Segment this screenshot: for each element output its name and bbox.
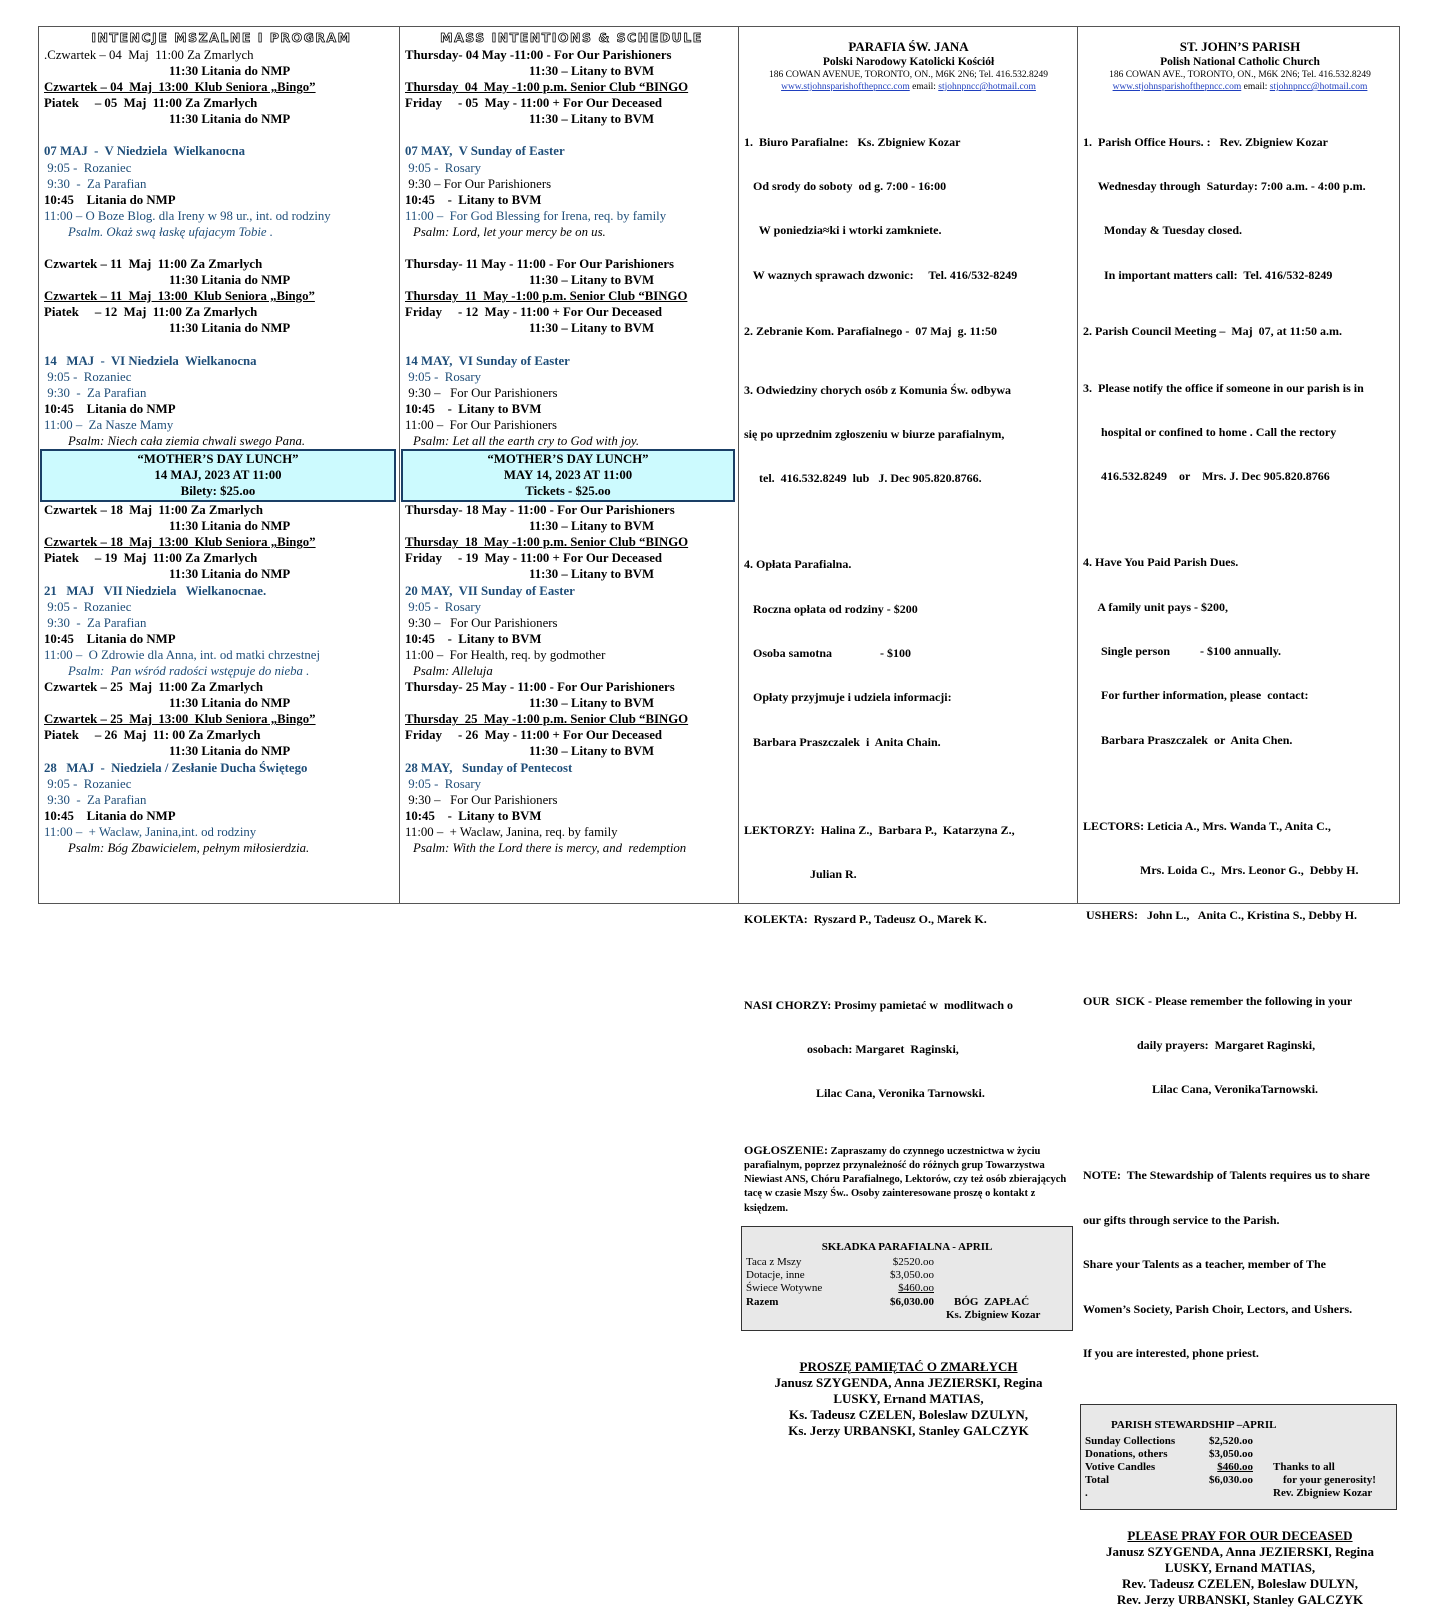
notice-line: Barbara Praszczalek or Anita Chen. xyxy=(1083,732,1293,747)
cell: $460.oo xyxy=(1217,1460,1253,1473)
schedule-line: 11:30 – Litany to BVM xyxy=(529,696,655,711)
notice-parish-dues xyxy=(1083,526,1397,778)
notice-line: LEKTORZY: Halina Z., Barbara P., Katarzyna Z., xyxy=(744,822,1015,837)
cell xyxy=(1195,1487,1253,1500)
schedule-line: Czwartek – 25 Maj 11:00 Za Zmarlych xyxy=(44,680,263,695)
notice-line: osobach: Margaret Raginski, xyxy=(744,1042,959,1057)
deceased-line: Rev. Jerzy URBANSKI, Stanley GALCZYK xyxy=(1116,1591,1364,1607)
schedule-line: Piatek – 12 Maj 11:00 Za Zmarlych xyxy=(44,305,258,320)
notice-sick xyxy=(1083,964,1397,1127)
notice-sick xyxy=(744,968,1073,1131)
schedule-line: 11:30 Litania do NMP xyxy=(169,696,291,711)
cell: $6,030.00 xyxy=(890,1295,934,1308)
notice-line: Mrs. Loida C., Mrs. Leonor G., Debby H. xyxy=(1083,863,1359,878)
schedule-line: 11:00 – + Waclaw, Janina,int. od rodziny xyxy=(44,824,257,839)
psalm-line: Psalm: Let all the earth cry to God with joy. xyxy=(413,433,640,448)
notice-line: If you are interested, phone priest. xyxy=(1083,1345,1259,1360)
psalm-line: Psalm: Pan wśród radości wstępuje do nieba . xyxy=(68,664,310,678)
notice-line: się po uprzednim zgłoszeniu w biurze parafialnym, xyxy=(744,426,1005,441)
deceased-title: PROSZĘ PAMIĘTAĆ O ZMARŁYCH xyxy=(799,1359,1018,1375)
cell: $2,520.oo xyxy=(1209,1434,1253,1447)
cell: $3,050.oo xyxy=(1209,1447,1253,1460)
deceased-section xyxy=(744,1359,1073,1439)
english-schedule-column xyxy=(400,27,739,903)
schedule-line: 9:05 - Rosary xyxy=(405,776,482,791)
table-row xyxy=(1085,1448,1392,1461)
schedule-line: Piatek – 19 Maj 11:00 Za Zmarlych xyxy=(44,551,258,566)
notice-line: Opłaty przyjmuje i udziela informacji: xyxy=(744,690,952,705)
notice-office-hours xyxy=(744,105,1073,312)
schedule-line: 11:30 – Litany to BVM xyxy=(529,273,655,288)
box-line: MAY 14, 2023 AT 11:00 xyxy=(503,468,633,483)
schedule-line: 11:30 Litania do NMP xyxy=(169,519,291,534)
box-line: “MOTHER’S DAY LUNCH” xyxy=(137,452,299,467)
cell xyxy=(746,1309,856,1322)
cell: Ks. Zbigniew Kozar xyxy=(946,1308,1041,1321)
table-row xyxy=(1085,1474,1392,1487)
cell: . xyxy=(1085,1487,1088,1500)
notice-line: KOLEKTA: Ryszard P., Tadeusz O., Marek K. xyxy=(744,911,987,926)
schedule-line: 9:05 - Rozaniec xyxy=(44,160,132,175)
schedule-line: 9:30 – For Our Parishioners xyxy=(405,615,558,630)
notice-line: Lilac Cana, Veronika Tarnowski. xyxy=(744,1086,985,1101)
email-label: email: xyxy=(909,82,939,92)
schedule-line: 9:05 - Rosary xyxy=(405,369,482,384)
notice-line: NOTE: The Stewardship of Talents requires us to share xyxy=(1083,1168,1370,1183)
notice-line: W waznych sprawach dzwonic: Tel. 416/532-8249 xyxy=(744,267,1018,282)
email-link[interactable]: stjohnpncc@hotmail.com xyxy=(938,82,1036,92)
email-link[interactable]: stjohnpncc@hotmail.com xyxy=(1269,82,1368,92)
schedule-line: Thursday 18 May -1:00 p.m. Senior Club “BINGO xyxy=(405,535,689,550)
schedule-line: 10:45 Litania do NMP xyxy=(44,808,176,823)
notice-line: NASI CHORZY: Prosimy pamietać w modlitwach o xyxy=(744,997,1013,1012)
cell: Razem xyxy=(746,1295,779,1308)
notice-line: In important matters call: Tel. 416/532-8249 xyxy=(1083,267,1333,282)
notice-line: Julian R. xyxy=(744,867,857,882)
announcement-text: Zapraszamy do czynnego uczestnictwa w życiu parafialnym, poprzez przynależność do różnych grup Towarzystwa Niewiast ANS, Chóru Parafialnego, Lektorów, czy też osób zbierających tacę w czasie Mszy Św.. Osoby zainteresowane proszę o kontakt z księdzem. xyxy=(744,1145,1067,1214)
schedule-line: 9:05 - Rosary xyxy=(405,599,482,614)
cell: Donations, others xyxy=(1085,1447,1168,1460)
parish-title: ST. JOHN’S PARISH xyxy=(1179,39,1301,54)
schedule-line: 11:30 – Litany to BVM xyxy=(529,321,655,336)
schedule-line: 11:30 Litania do NMP xyxy=(169,112,291,127)
schedule-line: 11:30 – Litany to BVM xyxy=(529,112,655,127)
sunday-heading: 14 MAY, VI Sunday of Easter xyxy=(405,353,570,368)
schedule-line: 9:30 - Za Parafian xyxy=(44,176,147,191)
notice-line: 4. Opłata Parafialna. xyxy=(744,557,852,572)
schedule-line: 11:00 – + Waclaw, Janina, req. by family xyxy=(405,824,618,839)
notice-line: 416.532.8249 or Mrs. J. Dec 905.820.8766 xyxy=(1083,469,1330,484)
english-notices-column xyxy=(1078,27,1401,1607)
schedule-line: Piatek – 05 Maj 11:00 Za Zmarlych xyxy=(44,96,258,111)
schedule-line: Thursday 11 May -1:00 p.m. Senior Club “BINGO xyxy=(405,289,688,304)
parish-address: 186 COWAN AVE., TORONTO, ON., M6K 2N6; Tel. 416.532.8249 xyxy=(1109,70,1371,80)
schedule-line: Czwartek – 04 Maj 13:00 Klub Seniora „Bingo” xyxy=(44,80,316,95)
notice-line: 4. Have You Paid Parish Dues. xyxy=(1083,555,1239,570)
schedule-line: 11:30 – Litany to BVM xyxy=(529,519,655,534)
cell: $6,030.oo xyxy=(1209,1474,1253,1487)
notice-line: LECTORS: Leticia A., Mrs. Wanda T., Anita C., xyxy=(1083,818,1331,833)
deceased-line: Ks. Jerzy URBANSKI, Stanley GALCZYK xyxy=(788,1423,1029,1439)
deceased-section xyxy=(1083,1528,1397,1608)
parish-address: 186 COWAN AVENUE, TORONTO, ON., M6K 2N6; Tel. 416.532.8249 xyxy=(769,70,1048,80)
psalm-line: Psalm: Alleluja xyxy=(413,664,493,678)
notice-line: 1. Parish Office Hours. : Rev. Zbigniew Kozar xyxy=(1083,134,1328,149)
schedule-line: 10:45 Litania do NMP xyxy=(44,192,176,207)
schedule-line: 9:05 - Rosary xyxy=(405,160,482,175)
notice-parish-dues xyxy=(744,528,1073,780)
schedule-line: 11:30 – Litany to BVM xyxy=(529,64,655,79)
notice-announcement xyxy=(744,1143,1073,1216)
table-row xyxy=(1085,1435,1392,1448)
cell: Votive Candles xyxy=(1085,1460,1156,1473)
psalm-line: Psalm. Okaż swą łaskę ufajacym Tobie . xyxy=(68,224,273,239)
polish-notices-column xyxy=(739,27,1078,1439)
notice-line: our gifts through service to the Parish. xyxy=(1083,1212,1280,1227)
sunday-heading: 28 MAY, Sunday of Pentecost xyxy=(405,760,573,775)
schedule-line: 11:30 Litania do NMP xyxy=(169,744,291,759)
schedule-line: Friday - 05 May - 11:00 + For Our Deceased xyxy=(405,96,663,111)
notice-line: 3. Please notify the office if someone in our parish is in xyxy=(1083,380,1364,395)
schedule-line: 11:30 Litania do NMP xyxy=(169,273,291,288)
schedule-line: 11:30 Litania do NMP xyxy=(169,321,291,336)
mothers-day-lunch-box xyxy=(40,449,396,502)
schedule-line: 11:00 – O Zdrowie dla Anna, int. od matki chrzestnej xyxy=(44,647,321,662)
deceased-line: Rev. Tadeusz CZELEN, Boleslaw DULYN, xyxy=(1121,1575,1359,1591)
deceased-title: PLEASE PRAY FOR OUR DECEASED xyxy=(1127,1527,1353,1543)
notice-line: Monday & Tuesday closed. xyxy=(1083,223,1243,238)
notice-line: For further information, please contact: xyxy=(1083,688,1309,703)
email-label: email: xyxy=(1241,82,1270,92)
parish-title: PARAFIA ŚW. JANA xyxy=(848,39,969,54)
schedule-line: Czwartek – 11 Maj 13:00 Klub Seniora „Bingo” xyxy=(44,289,315,304)
collection-table xyxy=(741,1226,1073,1331)
notice-lectors xyxy=(744,793,1073,956)
deceased-line: Janusz SZYGENDA, Anna JEZIERSKI, Regina xyxy=(1105,1543,1375,1559)
notice-lectors xyxy=(1083,789,1397,952)
schedule-line: Friday - 19 May - 11:00 + For Our Deceased xyxy=(405,551,663,566)
notice-line: 3. Odwiedziny chorych osób z Komunia Św. odbywa xyxy=(744,382,1012,397)
schedule-line: 11:00 – For Our Parishioners xyxy=(405,417,558,432)
notice-line: Single person - $100 annually. xyxy=(1083,644,1282,659)
announcement-label: OGŁOSZENIE: xyxy=(744,1142,829,1157)
table-title: PARISH STEWARDSHIP –APRIL xyxy=(1111,1419,1277,1432)
notice-line: Barbara Praszczalek i Anita Chain. xyxy=(744,734,941,749)
schedule-line: 10:45 - Litany to BVM xyxy=(405,808,542,823)
notice-sick-visits xyxy=(1083,351,1397,514)
schedule-line: 9:30 – For Our Parishioners xyxy=(405,176,552,191)
notice-line: A family unit pays - $200, xyxy=(1083,599,1229,614)
schedule-line: 9:30 - Za Parafian xyxy=(44,792,147,807)
parish-contacts xyxy=(744,81,1073,93)
notice-line: daily prayers: Margaret Raginski, xyxy=(1083,1038,1316,1053)
cell: $2520.oo xyxy=(892,1256,934,1269)
website-link[interactable]: www.stjohnsparishofthepncc.com xyxy=(1112,82,1242,92)
schedule-line: Czwartek – 25 Maj 13:00 Klub Seniora „Bingo” xyxy=(44,712,316,727)
schedule-line: 10:45 - Litany to BVM xyxy=(405,192,542,207)
notice-office-hours xyxy=(1083,105,1397,312)
cell: Total xyxy=(1085,1474,1110,1487)
cell: BÓG ZAPŁAĆ xyxy=(954,1295,1030,1308)
sunday-heading: 14 MAJ - VI Niedziela Wielkanocna xyxy=(44,353,257,368)
notice-line: hospital or confined to home . Call the rectory xyxy=(1083,424,1337,439)
english-schedule-header: MASS INTENTIONS & SCHEDULE xyxy=(440,30,703,45)
sunday-heading: 20 MAY, VII Sunday of Easter xyxy=(405,583,575,598)
table-row xyxy=(746,1309,1068,1322)
notice-line: Osoba samotna - $100 xyxy=(744,646,912,661)
table-title: SKŁADKA PARAFIALNA - APRIL xyxy=(821,1240,993,1253)
website-link[interactable]: www.stjohnsparishofthepncc.com xyxy=(781,82,910,92)
table-row xyxy=(1085,1487,1392,1500)
deceased-line: Ks. Tadeusz CZELEN, Boleslaw DZULYN, xyxy=(789,1407,1028,1423)
notice-line: Share your Talents as a teacher, member of The xyxy=(1083,1257,1327,1272)
schedule-line: Czwartek – 18 Maj 13:00 Klub Seniora „Bingo” xyxy=(44,535,316,550)
deceased-line: LUSKY, Ernand MATIAS, xyxy=(833,1391,984,1407)
sunday-heading: 07 MAJ - V Niedziela Wielkanocna xyxy=(44,144,245,159)
schedule-line: 11:30 Litania do NMP xyxy=(169,64,291,79)
schedule-line: Thursday 25 May -1:00 p.m. Senior Club “BINGO xyxy=(405,712,689,727)
schedule-line xyxy=(405,47,738,63)
cell: Dotacje, inne xyxy=(746,1269,805,1282)
deceased-line: LUSKY, Ernand MATIAS, xyxy=(1164,1559,1316,1575)
cell: Rev. Zbigniew Kozar xyxy=(1273,1487,1373,1500)
parish-contacts xyxy=(1083,81,1397,93)
schedule-line: 11:30 – Litany to BVM xyxy=(529,567,655,582)
schedule-line: 9:05 - Rozaniec xyxy=(44,369,132,384)
mothers-day-lunch-box xyxy=(401,449,735,502)
box-line: “MOTHER’S DAY LUNCH” xyxy=(487,452,649,467)
notice-council-meeting: 2. Parish Council Meeting – Maj 07, at 11:50 a.m. xyxy=(1083,324,1342,339)
polish-schedule-column xyxy=(39,27,400,903)
schedule-line: 9:30 - Za Parafian xyxy=(44,615,147,630)
psalm-line: Psalm: Niech cała ziemia chwali swego Pana. xyxy=(68,433,306,448)
box-line: Bilety: $25.oo xyxy=(180,484,256,499)
schedule-line: 11:30 – Litany to BVM xyxy=(529,744,655,759)
box-line: Tickets - $25.oo xyxy=(525,484,611,499)
schedule-line: Czwartek – 18 Maj 11:00 Za Zmarlych xyxy=(44,503,263,518)
table-row xyxy=(746,1269,1068,1282)
stewardship-table xyxy=(1080,1404,1397,1509)
schedule-line: Thursday- 11 May - 11:00 - For Our Parishioners xyxy=(405,257,674,272)
schedule-line: 10:45 - Litany to BVM xyxy=(405,631,542,646)
sunday-heading: 28 MAJ - Niedziela / Zesłanie Ducha Świętego xyxy=(44,760,308,775)
table-row xyxy=(746,1256,1068,1269)
cell: Świece Wotywne xyxy=(746,1282,823,1295)
schedule-line: Thursday- 18 May - 11:00 - For Our Parishioners xyxy=(405,503,675,518)
schedule-line: 9:05 - Rozaniec xyxy=(44,776,132,791)
bulletin-page xyxy=(38,26,1400,1607)
schedule-line: Thursday 04 May -1:00 p.m. Senior Club “BINGO xyxy=(405,80,689,95)
schedule-line: Piatek – 26 Maj 11: 00 Za Zmarlych xyxy=(44,728,261,743)
schedule-line: 11:30 Litania do NMP xyxy=(169,567,291,582)
notice-line: W poniedzia≈ki i wtorki zamkniete. xyxy=(744,223,942,238)
psalm-line: Psalm: Bóg Zbawicielem, pełnym miłosierdzia. xyxy=(68,841,310,856)
schedule-line: Czwartek – 11 Maj 11:00 Za Zmarlych xyxy=(44,257,263,272)
cell: $460.oo xyxy=(898,1282,934,1295)
cell: Thanks to all xyxy=(1273,1460,1335,1473)
notice-line: Roczna opłata od rodziny - $200 xyxy=(744,601,918,616)
notice-line: tel. 416.532.8249 lub J. Dec 905.820.8766. xyxy=(744,471,982,486)
cell: $3,050.oo xyxy=(890,1269,934,1282)
psalm-line: Psalm: Lord, let your mercy be on us. xyxy=(413,224,606,239)
notice-line: USHERS: John L., Anita C., Kristina S., Debby H. xyxy=(1083,907,1358,922)
schedule-line: 11:00 – For Health, req. by godmother xyxy=(405,647,606,662)
schedule-line: 10:45 Litania do NMP xyxy=(44,401,176,416)
schedule-line: Thursday- 25 May - 11:00 - For Our Parishioners xyxy=(405,680,675,695)
schedule-line: 9:05 - Rozaniec xyxy=(44,599,132,614)
schedule-line: 11:00 – For God Blessing for Irena, req. by family xyxy=(405,208,667,223)
notice-line: Women’s Society, Parish Choir, Lectors, and Ushers. xyxy=(1083,1301,1353,1316)
schedule-line: 11:00 – O Boze Blog. dla Ireny w 98 ur., int. od rodziny xyxy=(44,208,331,223)
polish-schedule-header: INTENCJE MSZALNE I PROGRAM xyxy=(91,30,352,45)
schedule-line: 9:30 – For Our Parishioners xyxy=(405,792,558,807)
schedule-line: Friday - 26 May - 11:00 + For Our Deceased xyxy=(405,728,663,743)
notice-line: Od srody do soboty od g. 7:00 - 16:00 xyxy=(744,178,947,193)
parish-subtitle: Polski Narodowy Katolicki Kościół xyxy=(822,56,995,68)
notice-sick-visits xyxy=(744,353,1073,516)
notice-line: Wednesday through Saturday: 7:00 a.m. - 4:00 p.m. xyxy=(1083,178,1366,193)
schedule-line: 9:30 – For Our Parishioners xyxy=(405,385,558,400)
psalm-line: Psalm: With the Lord there is mercy, and redemption xyxy=(413,841,687,856)
cell: Taca z Mszy xyxy=(746,1256,802,1269)
cell: Sunday Collections xyxy=(1085,1434,1176,1447)
sunday-heading: 21 MAJ VII Niedziela Wielkanocnae. xyxy=(44,583,267,598)
box-line: 14 MAJ, 2023 AT 11:00 xyxy=(154,468,282,483)
schedule-text: Thursday- 04 May -11:00 - For Our Parishioners xyxy=(405,48,672,62)
deceased-line: Janusz SZYGENDA, Anna JEZIERSKI, Regina xyxy=(774,1375,1043,1391)
schedule-line: 9:30 - Za Parafian xyxy=(44,385,147,400)
sunday-heading: 07 MAY, V Sunday of Easter xyxy=(405,144,565,159)
notice-line: 1. Biuro Parafialne: Ks. Zbigniew Kozar xyxy=(744,134,961,149)
schedule-line: 11:00 – Za Nasze Mamy xyxy=(44,417,174,432)
cell xyxy=(856,1309,934,1322)
table-row xyxy=(746,1282,1068,1295)
notice-line: OUR SICK - Please remember the following in your xyxy=(1083,993,1353,1008)
table-row xyxy=(1085,1461,1392,1474)
cell: for your generosity! xyxy=(1283,1474,1376,1487)
notice-council-meeting: 2. Zebranie Kom. Parafialnego - 07 Maj g. 11:50 xyxy=(744,324,997,339)
notice-stewardship xyxy=(1083,1139,1397,1391)
notice-line: Lilac Cana, VeronikaTarnowski. xyxy=(1083,1082,1319,1097)
schedule-line: 10:45 - Litany to BVM xyxy=(405,401,542,416)
parish-subtitle: Polish National Catholic Church xyxy=(1160,56,1320,68)
schedule-line: 10:45 Litania do NMP xyxy=(44,631,176,646)
schedule-line: Friday - 12 May - 11:00 + For Our Deceased xyxy=(405,305,663,320)
table-row xyxy=(746,1296,1068,1309)
schedule-line: .Czwartek – 04 Maj 11:00 Za Zmarlych xyxy=(44,48,254,62)
